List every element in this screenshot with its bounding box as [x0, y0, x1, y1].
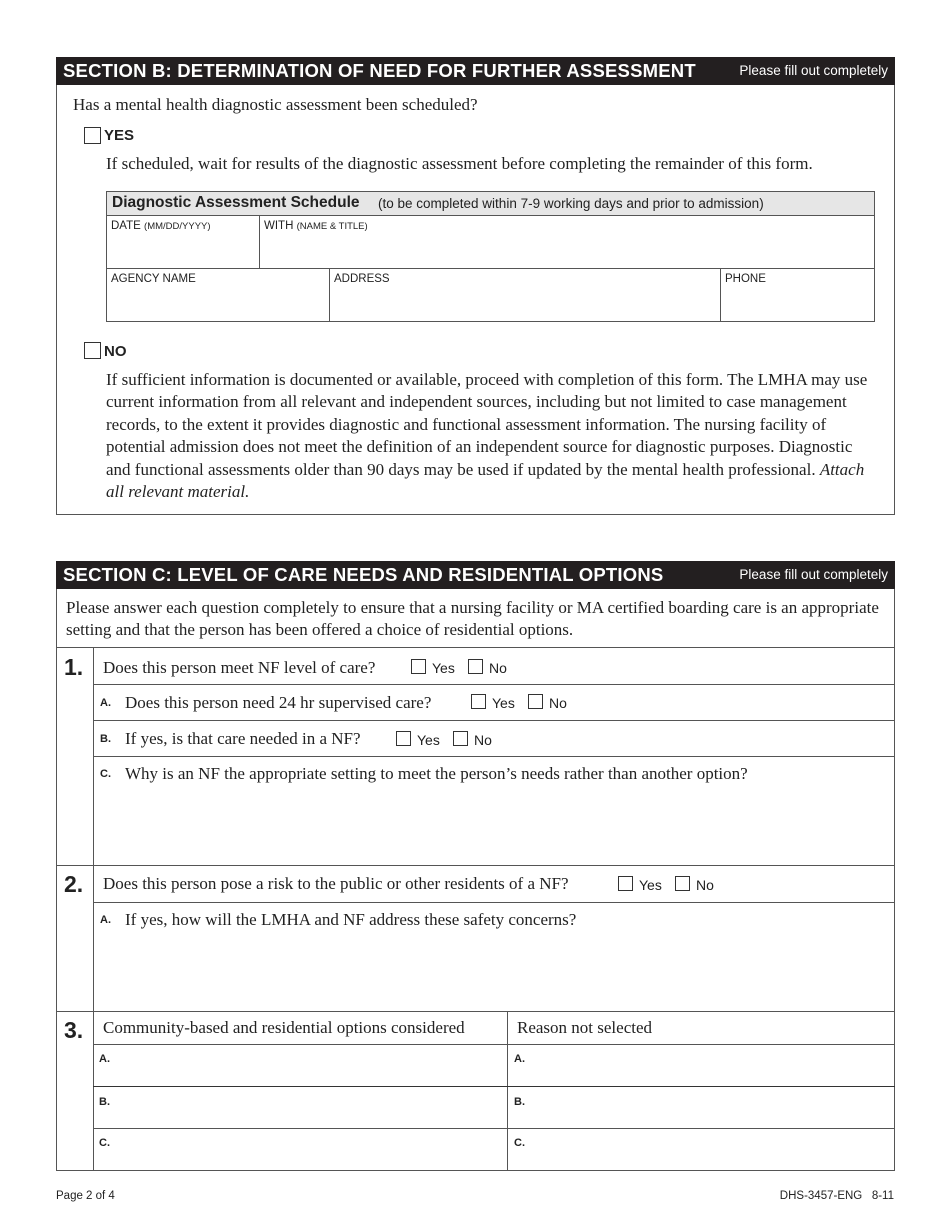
- section-b-title: SECTION B: DETERMINATION OF NEED FOR FURTHER ASSESSMENT: [63, 60, 696, 81]
- q3-option-c-field[interactable]: [94, 1129, 506, 1170]
- intro-divider: [56, 647, 895, 648]
- q1b-no-checkbox[interactable]: [453, 731, 468, 746]
- phone-field[interactable]: [721, 269, 874, 321]
- form-id: DHS-3457-ENG 8-11: [779, 1190, 894, 1202]
- q2a-answer-field[interactable]: [125, 936, 890, 1008]
- q3-option-c-letter: C.: [99, 1137, 110, 1149]
- q1c-answer-field[interactable]: [125, 790, 890, 862]
- address-field[interactable]: [330, 269, 719, 321]
- agency-field-label: AGENCY NAME: [111, 273, 196, 285]
- section-b-note: Please fill out completely: [739, 63, 888, 78]
- q1-divider: [93, 684, 895, 685]
- q1-yes-label: Yes: [432, 660, 455, 676]
- address-field-label: ADDRESS: [334, 273, 390, 285]
- q1-no-label: No: [489, 660, 507, 676]
- q1a-no-checkbox[interactable]: [528, 694, 543, 709]
- q1c-letter: C.: [100, 768, 111, 780]
- no-checkbox[interactable]: [84, 342, 101, 359]
- q3-option-a-letter: A.: [99, 1053, 110, 1065]
- q1a-yes-checkbox[interactable]: [471, 694, 486, 709]
- q1b-yes-label: Yes: [417, 732, 440, 748]
- section-b-question: Has a mental health diagnostic assessment been scheduled?: [73, 95, 478, 114]
- date-field[interactable]: [107, 216, 258, 267]
- q3-col1-header: Community-based and residential options considered: [103, 1018, 465, 1037]
- section-b-header: [56, 57, 895, 85]
- phone-field-label: PHONE: [725, 273, 766, 285]
- q1-number: 1.: [64, 654, 84, 680]
- q3-col2-header: Reason not selected: [517, 1018, 653, 1037]
- q1-bottom-divider: [56, 865, 895, 866]
- q3-reason-a-letter: A.: [514, 1053, 525, 1065]
- q3-reason-c-field[interactable]: [508, 1129, 894, 1170]
- q1-yes-checkbox[interactable]: [411, 659, 426, 674]
- q2-bottom-divider: [56, 1011, 895, 1012]
- q3-reason-c-letter: C.: [514, 1137, 525, 1149]
- q1a-letter: A.: [100, 697, 111, 709]
- q3-reason-b-field[interactable]: [508, 1087, 894, 1128]
- q1-text: Does this person meet NF level of care?: [103, 658, 376, 677]
- section-c-title: SECTION C: LEVEL OF CARE NEEDS AND RESIDENTIAL OPTIONS: [63, 564, 664, 585]
- q1b-no-label: No: [474, 732, 492, 748]
- yes-label: YES: [104, 127, 135, 144]
- schedule-subtitle: (to be completed within 7-9 working days and prior to admission): [378, 196, 764, 211]
- q1c-text: Why is an NF the appropriate setting to meet the person’s needs rather than another option?: [125, 764, 748, 783]
- q2a-letter: A.: [100, 914, 111, 926]
- q1b-letter: B.: [100, 733, 111, 745]
- q1b-yes-checkbox[interactable]: [396, 731, 411, 746]
- q2-yes-label: Yes: [639, 877, 662, 893]
- q1b-divider: [93, 756, 895, 757]
- q3-option-a-field[interactable]: [94, 1045, 506, 1086]
- with-field[interactable]: [260, 216, 874, 267]
- q3-option-b-letter: B.: [99, 1096, 110, 1108]
- no-instruction-italic: Attach all relevant material.: [106, 459, 865, 502]
- yes-checkbox[interactable]: [84, 127, 101, 144]
- section-c-note: Please fill out completely: [739, 567, 888, 582]
- q2-no-label: No: [696, 877, 714, 893]
- no-label: NO: [104, 343, 127, 360]
- q1-no-checkbox[interactable]: [468, 659, 483, 674]
- q3-reason-b-letter: B.: [514, 1096, 525, 1108]
- q1a-divider: [93, 720, 895, 721]
- section-c-header: [56, 561, 895, 589]
- q2-no-checkbox[interactable]: [675, 876, 690, 891]
- q2a-text: If yes, how will the LMHA and NF address these safety concerns?: [125, 910, 577, 929]
- q2-number: 2.: [64, 871, 84, 897]
- section-c-intro: Please answer each question completely to ensure that a nursing facility or MA certified boarding care is an appropriate setting and that the person has been offered a choice of residential options.: [66, 598, 879, 639]
- q1a-text: Does this person need 24 hr supervised care?: [125, 693, 432, 712]
- q1a-no-label: No: [549, 695, 567, 711]
- q3-number: 3.: [64, 1017, 84, 1043]
- q2-yes-checkbox[interactable]: [618, 876, 633, 891]
- q1a-yes-label: Yes: [492, 695, 515, 711]
- q3-option-b-field[interactable]: [94, 1087, 506, 1128]
- q2-text: Does this person pose a risk to the public or other residents of a NF?: [103, 874, 569, 893]
- page-number: Page 2 of 4: [56, 1190, 115, 1202]
- with-field-label: WITH (NAME & TITLE): [264, 220, 368, 232]
- schedule-title: Diagnostic Assessment Schedule: [112, 194, 360, 211]
- q3-reason-a-field[interactable]: [508, 1045, 894, 1086]
- q1b-text: If yes, is that care needed in a NF?: [125, 729, 361, 748]
- date-field-label: DATE (MM/DD/YYYY): [111, 220, 211, 232]
- no-instruction: If sufficient information is documented or available, proceed with completion of this form. The LMHA may use current information from all relevant and independent sources, including but not limited to case management records, to the extent it provides diagnostic and functional assessment information. The nursing facility of potential admission does not meet the definition of an independent source for diagnostic purposes. Diagnostic and functional assessments older than 90 days may be used if updated by the mental health professional. Attach all relevant material.: [106, 370, 868, 502]
- agency-field[interactable]: [107, 269, 328, 321]
- yes-instruction: If scheduled, wait for results of the diagnostic assessment before completing the remainder of this form.: [106, 154, 813, 173]
- q2-divider: [93, 902, 895, 903]
